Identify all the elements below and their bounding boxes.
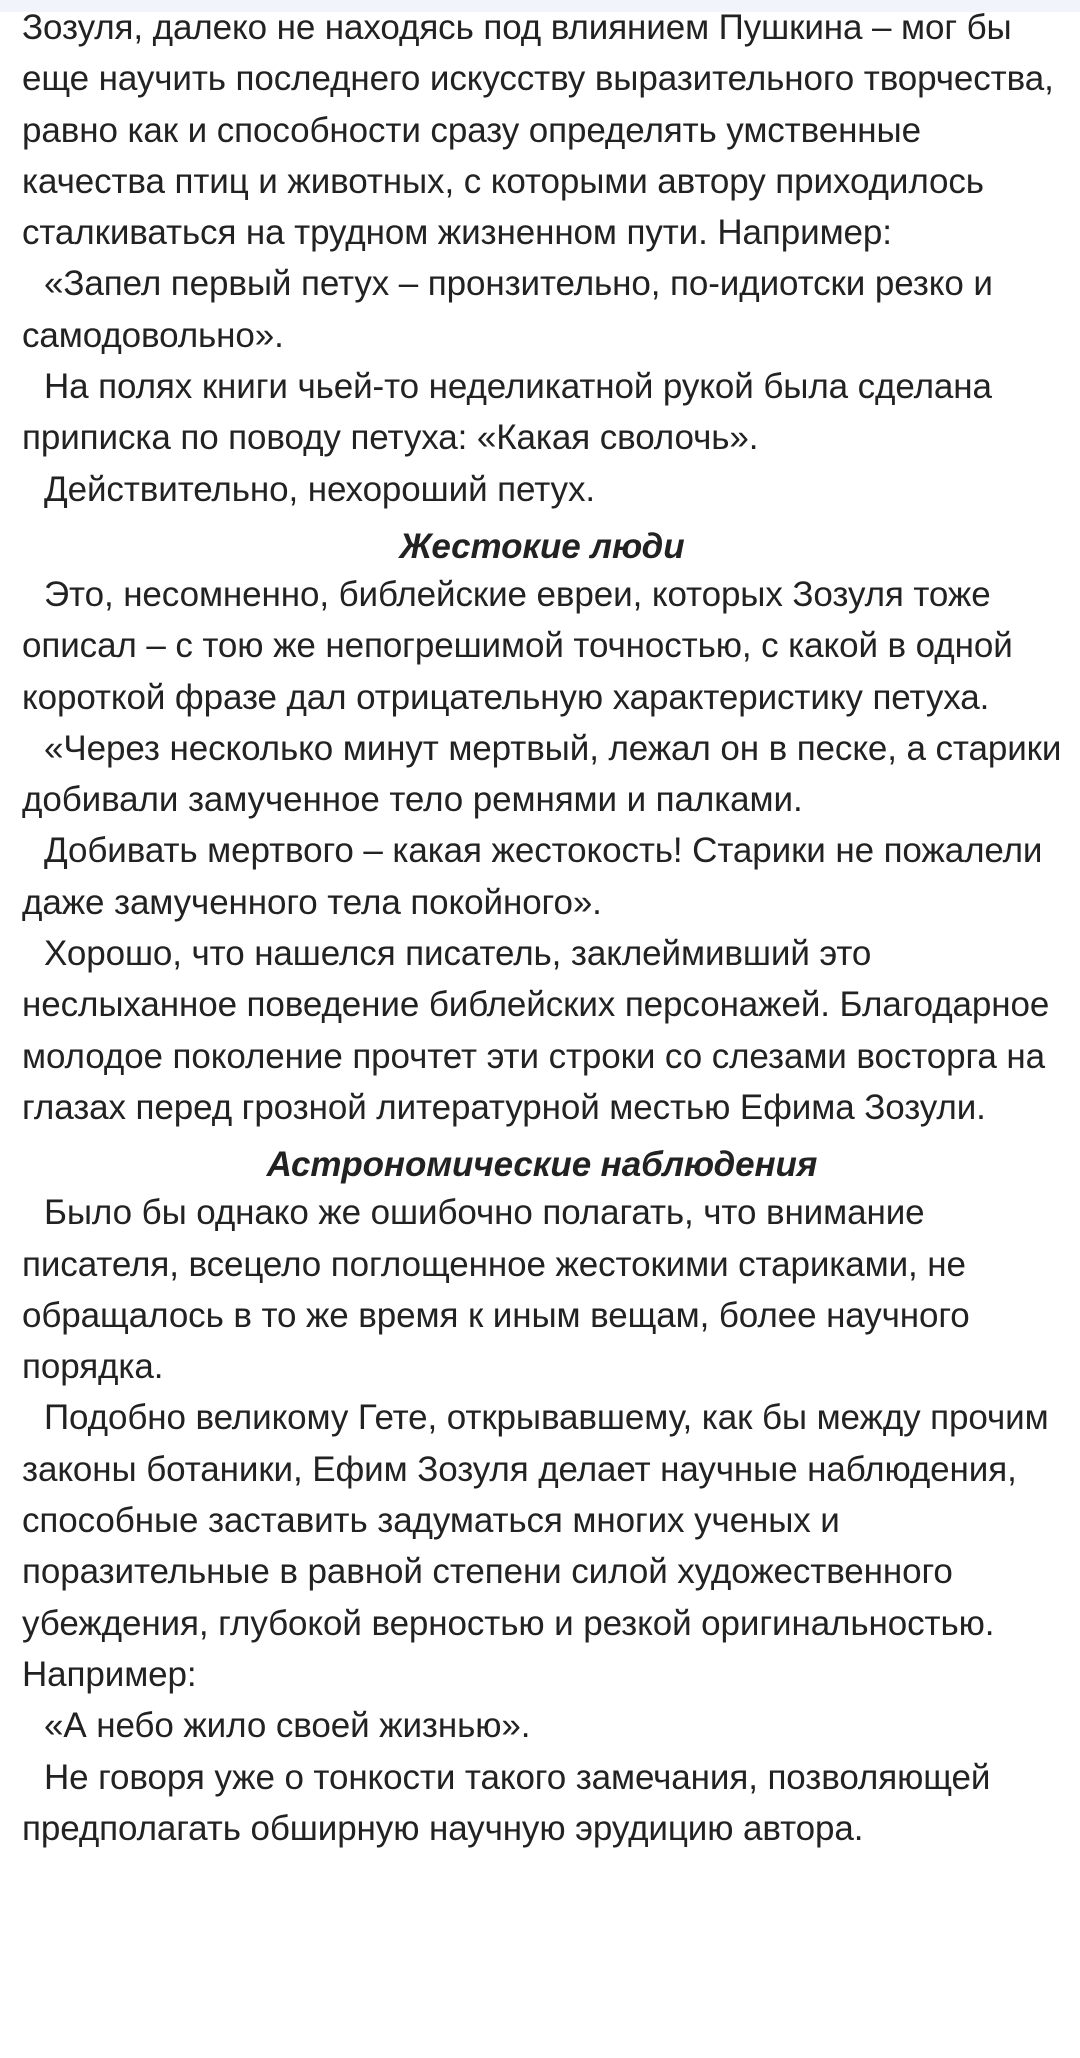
paragraph: «А небо жило своей жизнью». xyxy=(44,1706,531,1746)
paragraph: Действительно, нехороший петух. xyxy=(44,469,595,509)
paragraph: «Через несколько минут мертвый, лежал он в песке, а старики добивали замученное тело ремнями и палками. xyxy=(22,728,1062,820)
paragraph: Хорошо, что нашелся писатель, заклеймивший это неслыханное поведение библейских персонажей. Благодарное молодое поколение прочтет эти строки со слезами восторга на глазах перед грозной литературной местью Ефима Зозули. xyxy=(22,934,1050,1127)
paragraph: Было бы однако же ошибочно полагать, что внимание писателя, всецело поглощенное жестокими стариками, не обращалось в то же время к иным вещам, более научного порядка. xyxy=(22,1193,970,1387)
paragraph: Добивать мертвого – какая жестокость! Старики не пожалели даже замученного тела покойного». xyxy=(22,831,1043,922)
paragraph: Это, несомненно, библейские евреи, которых Зозуля тоже описал – с тою же непогрешимой точностью, с какой в одной короткой фразе дал отрицательную характеристику петуха. xyxy=(22,574,1013,717)
paragraph: Зозуля, далеко не находясь под влиянием Пушкина – мог бы еще научить последнего искусству выразительного творчества, равно как и способности сразу определять умственные качества птиц и животных, с которыми автору приходилось сталкиваться на трудном жизненном пути. Например: xyxy=(22,8,1054,253)
section-heading: Жестокие люди xyxy=(399,526,685,566)
section-heading: Астрономические наблюдения xyxy=(266,1145,818,1185)
paragraph: Не говоря уже о тонкости такого замечания, позволяющей предполагать обширную научную эрудицию автора. xyxy=(22,1757,991,1848)
paragraph: На полях книги чьей-то неделикатной рукой была сделана приписка по поводу петуха: «Какая сволочь». xyxy=(22,367,992,458)
paragraph: «Запел первый петух – пронзительно, по-идиотски резко и самодовольно». xyxy=(22,264,993,355)
paragraph: Подобно великому Гете, открывавшему, как бы между прочим законы ботаники, Ефим Зозуля делает научные наблюдения, способные заставить задуматься многих ученых и поразительные в равной степени силой художественного убеждения, глубокой верностью и резкой оригинальностью. Например: xyxy=(22,1398,1049,1694)
reader-text-area[interactable] xyxy=(22,2,1062,1854)
